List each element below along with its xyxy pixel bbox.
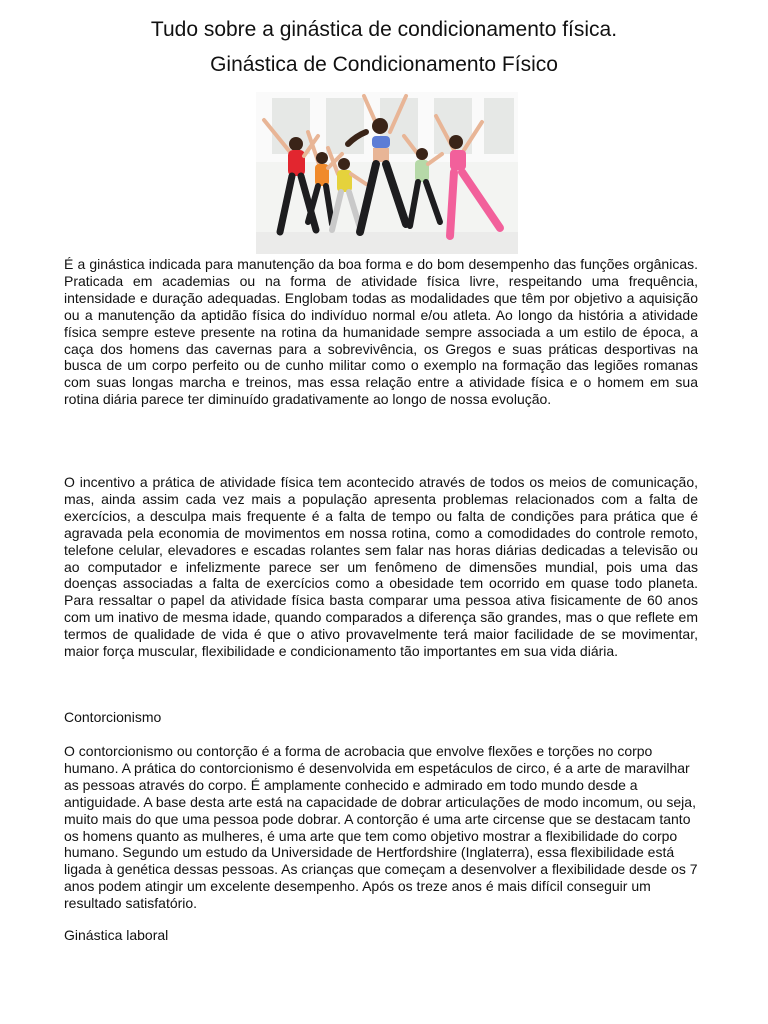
section-heading-ginastica-laboral: Ginástica laboral [64, 927, 169, 943]
paragraph-incentive: O incentivo a prática de atividade física tem acontecido através de todos os meios de comunicação, mas, ainda assim cada vez mais a população apresenta problemas relacionados com a falta de exercícios, a desculpa mais frequente é a falta de tempo ou falta de condições para prática que é agravada pela economia de movimentos em nossa rotina, como a comodidades do controle remoto, telefone celular, elevadores e escadas rolantes sem falar nas horas diárias dedicadas a televisão ou ao computador e infelizmente parece ser um fenômeno de dimensões mundial, pois uma das doenças associadas a falta de exercícios como a obesidade tem ocorrido em quase todo planeta. Para ressaltar o papel da atividade física basta comparar uma pessoa ativa fisicamente de 60 anos com um inativo de mesma idade, quando comparados a diferença são grandes, mas o que reflete em termos de qualidade de vida é que o ativo provavelmente terá maior facilidade de se movimentar, maior força muscular, flexibilidade e condicionamento tão importantes em sua vida diária. [64, 474, 698, 660]
fitness-class-illustration [256, 92, 518, 254]
paragraph-contorcionismo: O contorcionismo ou contorção é a forma de acrobacia que envolve flexões e torções no corpo humano. A prática do contorcionismo é desenvolvida em espetáculos de circo, é a arte de maravilhar as pessoas através do corpo. É amplamente conhecido e admirado em todo mundo desde a antiguidade. A base desta arte está na capacidade de dobrar articulações de modo incomum, ou seja, muito mais do que uma pessoa pode dobrar. A contorção é uma arte circense que se destacam tanto os homens quanto as mulheres, é uma arte que tem como objetivo mostrar a flexibilidade do corpo humano. Segundo um estudo da Universidade de Hertfordshire (Inglaterra), essa flexibilidade está ligada à genética dessas pessoas. As crianças que começam a desenvolver a flexibilidade desde os 7 anos podem atingir um excelente desempenho. Após os treze anos é mais difícil conseguir um resultado satisfatório. [64, 743, 698, 912]
document-title-line-1: Tudo sobre a ginástica de condicionamento física. [150, 18, 618, 41]
section-heading-contorcionismo: Contorcionismo [64, 709, 162, 725]
fitness-class-photo [256, 92, 518, 254]
document-title-line-2: Ginástica de Condicionamento Físico [210, 53, 558, 76]
paragraph-intro: É a ginástica indicada para manutenção da boa forma e do bom desempenho das funções orgânicas. Praticada em academias ou na forma de atividade física livre, respeitando uma frequência, intensidade e duração adequadas. Englobam todas as modalidades que têm por objetivo a aquisição ou a manutenção da aptidão física do indivíduo normal e/ou atleta. Ao longo da história a atividade física sempre esteve presente na rotina da humanidade sempre associada a um estilo de época, a caça dos homens das cavernas para a sobrevivência, os Gregos e suas práticas desportivas na busca de um corpo perfeito ou de cunho militar como o exemplo na formação das legiões romanas com suas longas marcha e treinos, mas essa relação entre a atividade física e o homem em sua rotina diária parece ter diminuído gradativamente ao longo de nossa evolução. [64, 256, 698, 408]
